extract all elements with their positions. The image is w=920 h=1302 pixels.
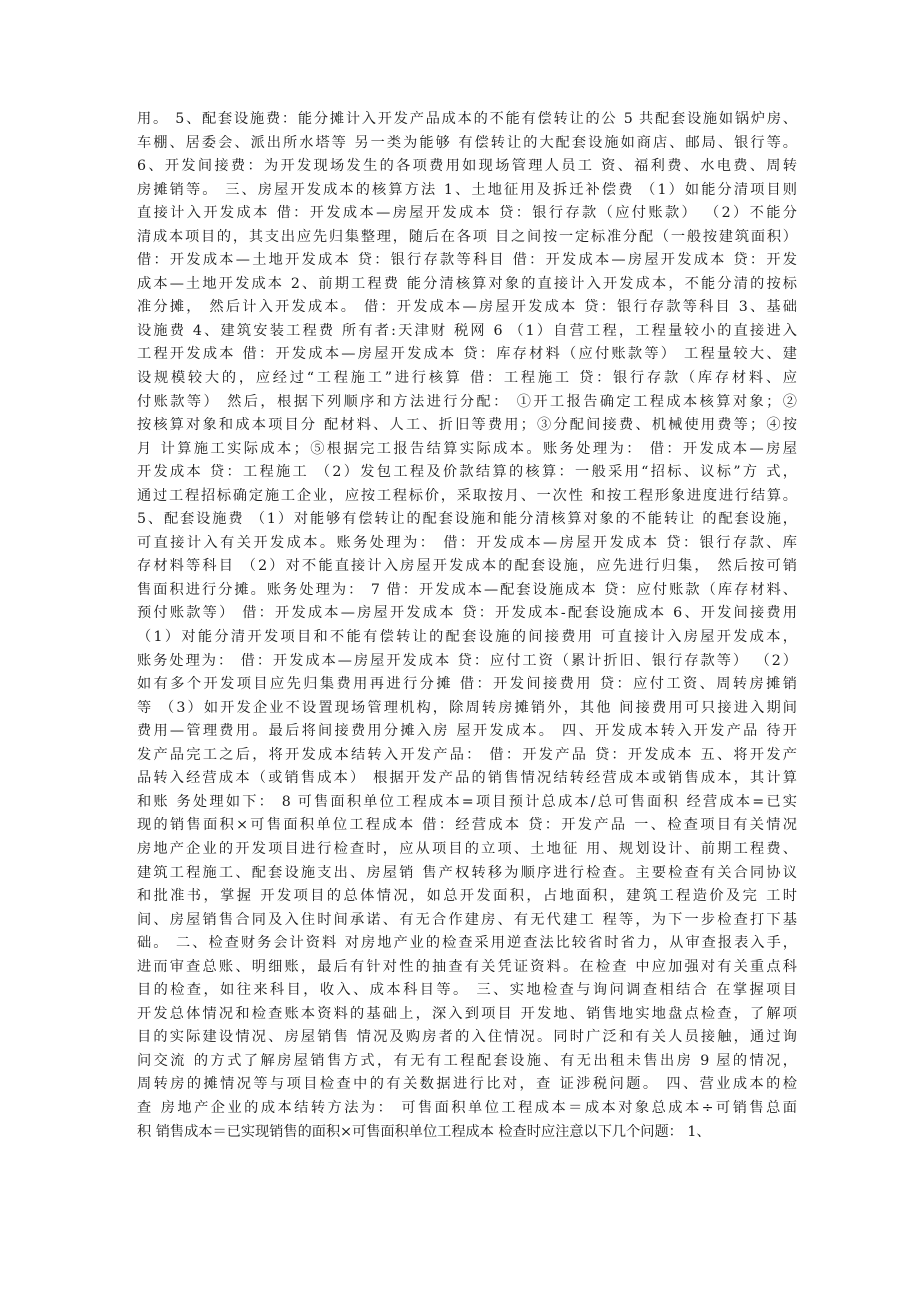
text-line: 房地产企业的开发项目进行检查时，应从项目的立项、土地征 用、规划设计、前期工程费、 [137,840,797,857]
text-line: 按核算对象和成本项目分 配材料、人工、折旧等费用；③分配间接费、机械使用费等；④按 [137,417,797,434]
text-line: 现的销售面积×可售面积单位工程成本 借：经营成本 贷：开发产品 一、检查项目有关情况 [137,817,797,834]
text-line: 设施费 4、建筑安装工程费 所有者:天津财 税网 6 （1）自营工程，工程量较小的直接进入 [137,322,797,339]
text-line: 房摊销等。 三、房屋开发成本的核算方法 1、土地征用及拆迁补偿费 （1）如能分清项目则 [137,181,797,198]
text-line: 进而审查总账、明细账，最后有针对性的抽查有关凭证资料。在检查 中应加强对有关重点科 [137,958,797,975]
text-line: 准分摊， 然后计入开发成本。 借：开发成本—房屋开发成本 贷：银行存款等科目 3、基础 [137,299,797,316]
text-line: 用。 5、配套设施费：能分摊计入开发产品成本的不能有偿转让的公 5 共配套设施如锅炉房、 [137,111,797,127]
text-line: 查 房地产企业的成本结转方法为： 可售面积单位工程成本＝成本对象总成本÷可销售总面 [137,1099,797,1116]
text-line: 存材料等科目 （2）对不能直接计入房屋开发成本的配套设施，应先进行归集， 然后按可销 [137,558,797,575]
text-line: 工程开发成本 借：开发成本—房屋开发成本 贷：库存材料（应付账款等） 工程量较大、建 [137,346,797,363]
text-line: （1）对能分清开发项目和不能有偿转让的配套设施的间接费用 可直接计入房屋开发成本， [137,629,797,646]
text-line: 和账 务处理如下： 8 可售面积单位工程成本=项目预计总成本/总可售面积 经营成本=已实 [137,793,797,810]
text-line: 直接计入开发成本 借：开发成本—房屋开发成本 贷：银行存款（应付账款） （2）不能分 [137,205,797,222]
text-line: 设规模较大的，应经过“工程施工”进行核算 借：工程施工 贷：银行存款（库存材料、应 [137,370,797,387]
text-line: 和批准书，掌握 开发项目的总体情况，如总开发面积，占地面积，建筑工程造价及完 工时 [137,888,797,905]
text-line: 础。 二、检查财务会计资料 对房地产业的检查采用逆查法比较省时省力，从审查报表入手， [137,935,797,952]
text-line: 开发总体情况和检查账本资料的基础上，深入到项目 开发地、销售地实地盘点检查，了解项 [137,1005,797,1022]
text-line: 6、开发间接费：为开发现场发生的各项费用如现场管理人员工 资、福利费、水电费、周转 [137,158,797,175]
text-line: 如有多个开发项目应先归集费用再进行分摊 借：开发间接费用 贷：应付工资、周转房摊销 [137,676,797,693]
text-line: 积 销售成本＝已实现销售的面积×可售面积单位工程成本 检查时应注意以下几个问题： 1、 [137,1123,711,1140]
text-line: 发产品完工之后，将开发成本结转入开发产品： 借：开发产品 贷：开发成本 五、将开发产 [137,746,797,763]
text-line: 借：开发成本—土地开发成本 贷：银行存款等科目 借：开发成本—房屋开发成本 贷：开发 [137,252,797,269]
text-line: 账务处理为： 借：开发成本—房屋开发成本 贷：应付工资（累计折旧、银行存款等） （2） [137,652,797,669]
body-text [137,108,797,1144]
text-line: 费用—管理费用。最后将间接费用分摊入房 屋开发成本。 四、开发成本转入开发产品 待开 [137,723,797,740]
text-line: 目的实际建设情况、房屋销售 情况及购房者的入住情况。同时广泛和有关人员接触，通过询 [137,1029,797,1046]
text-line: 周转房的摊情况等与项目检查中的有关数据进行比对，查 证涉税问题。 四、营业成本的检 [137,1076,797,1093]
text-line: 目的检查，如往来科目，收入、成本科目等。 三、实地检查与询问调查相结合 在掌握项目 [137,982,797,999]
text-line: 5、配套设施费 （1）对能够有偿转让的配套设施和能分清核算对象的不能转让 的配套设施， [137,511,797,528]
text-line: 可直接计入有关开发成本。账务处理为： 借：开发成本—房屋开发成本 贷：银行存款、库 [137,534,797,551]
text-line: 车棚、居委会、派出所水塔等 另一类为能够 有偿转让的大配套设施如商店、邮局、银行等。 [137,134,797,151]
text-line: 成本—土地开发成本 2、前期工程费 能分清核算对象的直接计入开发成本，不能分清的按标 [137,275,797,292]
text-line: 预付账款等） 借：开发成本—房屋开发成本 贷：开发成本-配套设施成本 6、开发间接费用 [137,605,797,622]
text-line: 售面积进行分摊。账务处理为： 7 借：开发成本—配套设施成本 贷：应付账款（库存材料、 [137,581,797,598]
text-line: 付账款等） 然后，根据下列顺序和方法进行分配： ①开工报告确定工程成本核算对象；② [137,393,797,410]
text-line: 问交流 的方式了解房屋销售方式，有无有工程配套设施、有无出租未售出房 9 屋的情况， [137,1052,797,1069]
text-line: 等 （3）如开发企业不设置现场管理机构，除周转房摊销外，其他 间接费用可只接进入期间 [137,699,797,716]
text-line: 开发成本 贷：工程施工 （2）发包工程及价款结算的核算：一般采用“招标、议标”方 式， [137,464,797,481]
text-line: 通过工程招标确定施工企业，应按工程标价，采取按月、一次性 和按工程形象进度进行结算。 [137,487,797,504]
text-line: 月 计算施工实际成本；⑤根据完工报告结算实际成本。账务处理为： 借：开发成本—房屋 [137,440,797,457]
text-line: 品转入经营成本（或销售成本） 根据开发产品的销售情况结转经营成本或销售成本，其计算 [137,770,797,787]
text-line: 清成本项目的，其支出应先归集整理，随后在各项 目之间按一定标准分配（一般按建筑面积） [137,228,797,245]
text-line: 间、房屋销售合同及入住时间承诺、有无合作建房、有无代建工 程等，为下一步检查打下基 [137,911,797,928]
text-line: 建筑工程施工、配套设施支出、房屋销 售产权转移为顺序进行检查。主要检查有关合同协议 [137,864,797,881]
